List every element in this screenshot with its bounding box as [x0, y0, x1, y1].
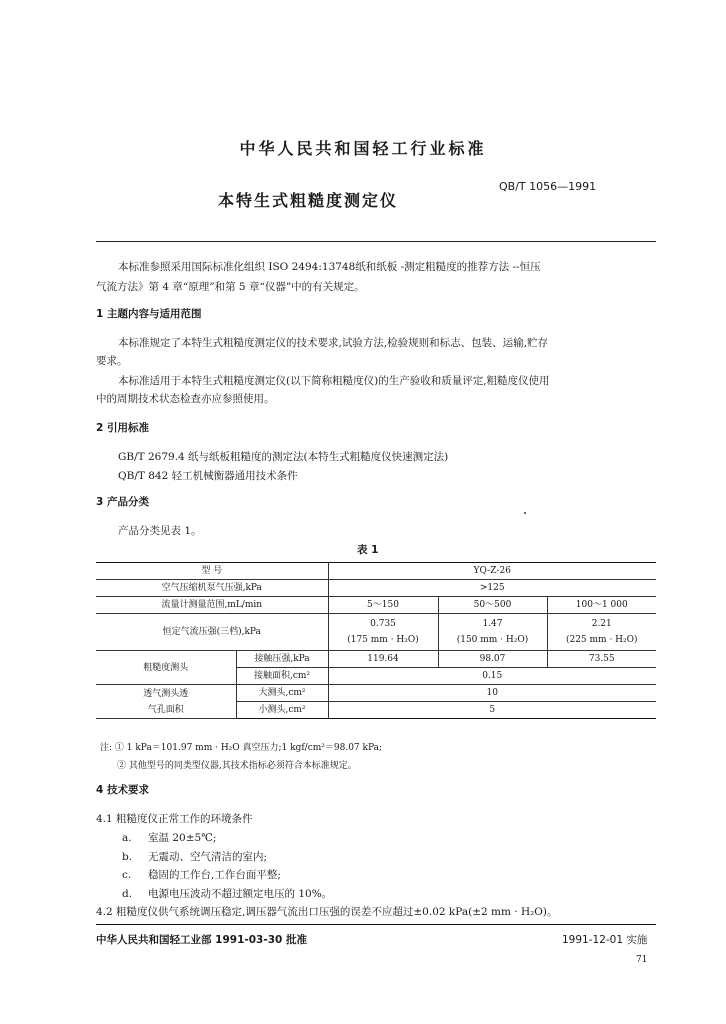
table-row — [96, 597, 656, 614]
vent-head-label-line-1: 透气测头透 — [143, 688, 189, 699]
small-head-value: 5 — [328, 702, 656, 719]
table-row — [96, 563, 656, 580]
list-item-text-d: 电源电压波动不超过额定电压的 10%。 — [148, 888, 333, 900]
footer-rule — [96, 924, 656, 925]
section-1-p2-line-2: 中的周期技术状态检查亦应参照使用。 — [96, 393, 275, 405]
row-label-flow-range: 流量计测量范围,mL/min — [96, 597, 328, 614]
constant-pressure-sub-1: (175 mm · H₂O) — [347, 635, 419, 645]
row-label-constant-pressure: 恒定气流压强(三档),kPa — [96, 614, 328, 651]
list-item-text-c: 稳固的工作台,工作台面平整; — [148, 869, 281, 881]
row-value-pump-pressure: >125 — [328, 580, 656, 597]
table-1 — [96, 562, 656, 719]
page-number: 71 — [636, 955, 648, 965]
standard-title: 中华人民共和国轻工行业标准 — [239, 139, 487, 158]
table-header-model-value: YQ-Z-26 — [328, 563, 656, 580]
section-4-heading: 4 技术要求 — [96, 784, 149, 796]
intro-line-1: 本标准参照采用国际标准化组织 ISO 2494:13748纸和纸板 -测定粗糙度的推荐方法 --恒压 — [118, 261, 541, 273]
subsection-4-1: 4.1 粗糙度仪正常工作的环境条件 — [96, 813, 253, 825]
contact-area-value: 0.15 — [328, 668, 656, 685]
section-2-heading: 2 引用标准 — [96, 422, 149, 434]
approval-line: 中华人民共和国轻工业部 1991-03-30 批准 — [96, 934, 307, 946]
constant-pressure-sub-2: (150 mm · H₂O) — [456, 635, 529, 645]
reference-1: GB/T 2679.4 纸与纸板粗糙度的测定法(本特生式粗糙度仪快速测定法) — [118, 451, 449, 463]
table-row — [96, 614, 656, 651]
document-title: 本特生式粗糙度测定仪 — [218, 191, 399, 210]
constant-pressure-value-1: 0.735 — [370, 619, 396, 629]
contact-pressure-value-2: 98.07 — [438, 651, 547, 668]
list-item-text-a: 室温 20±5℃; — [148, 832, 217, 844]
table-row — [96, 580, 656, 597]
row-label-contact-pressure: 接触压强,kPa — [236, 651, 328, 668]
section-1-p1-line-2: 要求。 — [96, 355, 128, 367]
vent-head-label-line-2: 气孔面积 — [147, 704, 184, 715]
list-item-mark-d: d. — [122, 888, 133, 900]
contact-pressure-value-3: 73.55 — [547, 651, 656, 668]
table-row — [96, 685, 656, 702]
header-rule — [96, 241, 656, 242]
scan-speck — [524, 512, 526, 514]
section-1-p1-line-1: 本标准规定了本特生式粗糙度测定仪的技术要求,试验方法,检验规则和标志、包装、运输,贮存 — [118, 337, 549, 349]
list-item-mark-c: c. — [122, 869, 132, 881]
implementation-date: 1991-12-01 实施 — [562, 934, 648, 946]
list-item-text-b: 无震动、空气清洁的室内; — [148, 851, 268, 863]
row-label-large-head: 大测头,cm² — [236, 685, 328, 702]
table-row — [96, 651, 656, 668]
constant-pressure-cell-2 — [438, 614, 547, 651]
constant-pressure-value-3: 2.21 — [591, 619, 612, 629]
intro-line-2: 气流方法》第 4 章“原理”和第 5 章“仪器”中的有关规定。 — [96, 281, 365, 293]
row-group-roughness-head: 粗糙度测头 — [96, 651, 236, 685]
section-1-heading: 1 主题内容与适用范围 — [96, 308, 202, 320]
row-label-small-head: 小测头,cm² — [236, 702, 328, 719]
row-group-vent-head — [96, 685, 236, 719]
constant-pressure-cell-1 — [328, 614, 438, 651]
reference-2: QB/T 842 轻工机械衡器通用技术条件 — [118, 470, 298, 482]
section-1-p2-line-1: 本标准适用于本特生式粗糙度测定仪(以下简称粗糙度仪)的生产验收和质量评定,粗糙度仪使用 — [118, 375, 550, 387]
standard-code: QB/T 1056—1991 — [499, 180, 597, 193]
flow-range-value-3: 100～1 000 — [547, 597, 656, 614]
row-label-contact-area: 接触面积,cm² — [236, 668, 328, 685]
constant-pressure-cell-3 — [547, 614, 656, 651]
large-head-value: 10 — [328, 685, 656, 702]
list-item-mark-a: a. — [122, 832, 132, 844]
contact-pressure-value-1: 119.64 — [328, 651, 438, 668]
flow-range-value-2: 50～500 — [438, 597, 547, 614]
constant-pressure-value-2: 1.47 — [482, 619, 503, 629]
table-header-model: 型 号 — [96, 563, 328, 580]
section-3-heading: 3 产品分类 — [96, 496, 149, 508]
constant-pressure-sub-3: (225 mm · H₂O) — [565, 635, 638, 645]
flow-range-value-1: 5～150 — [328, 597, 438, 614]
row-label-pump-pressure: 空气压缩机泵气压强,kPa — [96, 580, 328, 597]
table-note-1: 注: ① 1 kPa＝101.97 mm · H₂O 真空压力;1 kgf/cm²＝98.07 kPa; — [100, 743, 383, 753]
table-1-caption: 表 1 — [357, 544, 379, 556]
subsection-4-2: 4.2 粗糙度仪供气系统调压稳定,调压器气流出口压强的误差不应超过±0.02 kPa(±2 mm · H₂O)。 — [96, 906, 558, 918]
section-3-paragraph: 产品分类见表 1。 — [118, 525, 202, 537]
table-note-2: ② 其他型号的同类型仪器,其技术指标必须符合本标准规定。 — [117, 761, 357, 771]
list-item-mark-b: b. — [122, 851, 133, 863]
